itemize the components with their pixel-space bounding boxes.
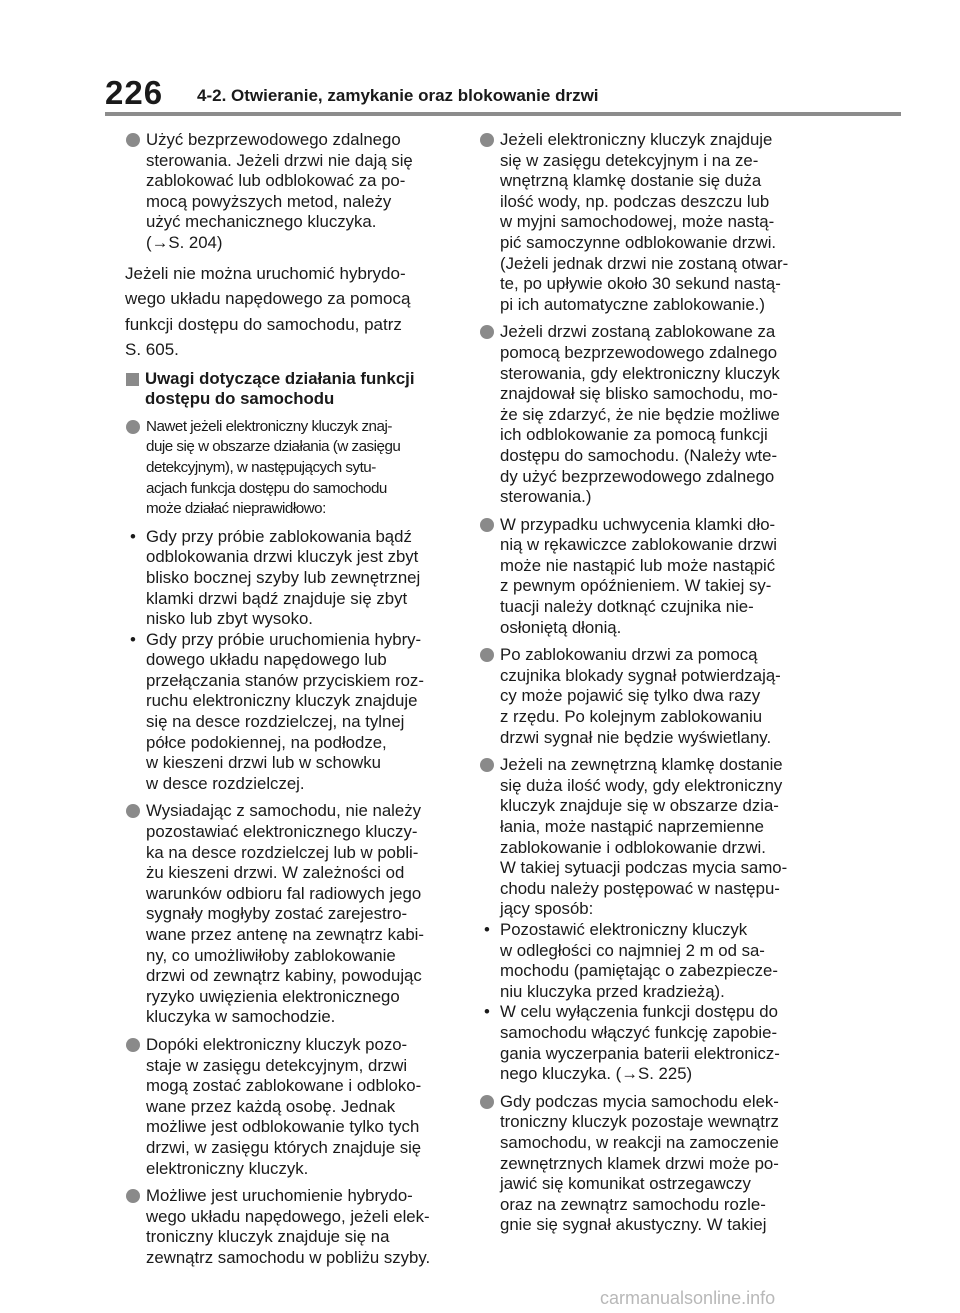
bullet-paragraph-remote-lock: Jeżeli drzwi zostaną zablokowane za pomocą bezprzewodowego zdalnego sterowania, gdy elektroniczny kluczyk znajdował się blisko samochodu, mo- że się zdarzyć, że nie będzie możliwe ich odblokowanie za pomocą funkcji dostępu do samochodu. (Należy wte- dy użyć bezprzewodowego zdalnego sterowania.) [479,322,819,507]
bullet-paragraph-confirmation-signal: Po zablokowaniu drzwi za pomocą czujnika blokady sygnał potwierdzają- cy może pojawić się tylko dwa razy z rzędu. Po kolejnym zablokowaniu drzwi sygnał nie będzie wyświetlany. [479,645,819,748]
watermark-text: carmanualsonline.info [600,1288,776,1308]
round-bullet-icon [480,518,494,532]
bullet-paragraph-gloved-hand: W przypadku uchwycenia klamki dło- nią w rękawiczce zablokowanie drzwi może nie nastąpić lub może nastąpić z pewnym opóźnieniem. W takiej sy- tuacji należy dotknąć czujnika nie- osłoniętą dłonią. [479,515,819,639]
dot-bullet-icon: • [484,1002,490,1022]
round-bullet-icon [126,133,140,147]
round-bullet-icon [126,420,140,434]
section-title: 4-2. Otwieranie, zamykanie oraz blokowanie drzwi [197,86,599,105]
dot-bullet-icon: • [484,919,490,939]
round-bullet-icon [480,325,494,339]
bullet-paragraph-car-wash: Jeżeli na zewnętrzną klamkę dostanie się duża ilość wody, gdy elektroniczny kluczyk znajduje się w obszarze dzia- łania, może nastąpić naprzemienne zablokowanie i odblokowanie drzwi. W takiej sytuacji podczas mycia samo- chodu należy postępować w następu- jący sposób: [479,755,819,920]
bullet-paragraph-malfunction: Nawet jeżeli elektroniczny kluczyk znaj- duje się w obszarze działania (w zasięgu detekcyjnym), w następujących sytu- acjach funkcja dostępu do samochodu może działać nieprawidłowo: [125,417,460,520]
bullet-paragraph-detection-range: Dopóki elektroniczny kluczyk pozo- staje w zasięgu detekcyjnym, drzwi mogą zostać zablokowane i odbloko- wane przez każdą osobę. Jednak możliwe jest odblokowanie tylko tych drzwi, w zasięgu których znajduje się elektroniczny kluczyk. [125,1035,460,1179]
bullet-list-car-wash-steps [479,920,819,1085]
bullet-list-conditions [125,527,460,795]
paragraph-hybrid-start: Jeżeli nie można uruchomić hybrydo- wego układu napędowego za pomocą funkcji dostępu do samochodu, patrz S. 605. [125,263,411,360]
dot-bullet-icon: • [130,526,136,546]
bullet-paragraph-leaving-key: Wysiadając z samochodu, nie należy pozostawiać elektronicznego kluczy- ka na desce rozdzielczej lub w pobli- żu kieszeni drzwi. W zależności od warunków odbioru fal radiowych jego sygnały mogłyby zostać zarejestro- wane przez antenę na zewnątrz kabi- ny, co umożliwiłoby zablokowanie drzwi od zewnątrz kabiny, powodując ryzyko uwięzienia elektronicznego kluczyka w samochodzie. [125,801,460,1028]
round-bullet-icon [480,648,494,662]
round-bullet-icon [480,133,494,147]
list-item: • Gdy przy próbie zablokowania bądź odblokowania drzwi kluczyk jest zbyt blisko bocznej szyby lub zewnętrznej klamki drzwi bądź znajduje się zbyt nisko lub zbyt wysoko. [130,526,421,629]
bullet-paragraph-key-inside-wash: Gdy podczas mycia samochodu elek- troniczny kluczyk pozostaje wewnątrz samochodu, w reakcji na zamoczenie zewnętrznych klamek drzwi może po- jawić się komunikat ostrzegawczy oraz na zewnątrz samochodu rozle- gnie się sygnał akustyczny. W takiej [479,1092,819,1236]
page-reference: (→S. 204) [146,232,223,252]
list-item: • Gdy przy próbie uruchomienia hybry- dowego układu napędowego lub przełączania stanów przyciskiem roz- ruchu elektroniczny kluczyk znajduje się na desce rozdzielczej, na tylnej półce podokiennej, na podłodze, w kieszeni drzwi lub w schowku w desce rozdzielczej. [130,629,424,793]
list-item: • Pozostawić elektroniczny kluczyk w odległości co najmniej 2 m od sa- mochodu (pamiętając o zabezpiecze- niu kluczyka przed kradzieżą). [484,919,778,1001]
round-bullet-icon [126,1038,140,1052]
round-bullet-icon [126,804,140,818]
bullet-paragraph-water-unlock: Jeżeli elektroniczny kluczyk znajduje się w zasięgu detekcyjnym i na ze- wnętrzną klamkę dostanie się duża ilość wody, np. podczas deszczu lub w myjni samochodowej, może nastą- pić samoczynne odblokowanie drzwi. (Jeżeli jednak drzwi nie zostaną otwar- te, po upływie około 30 sekund nastą- pi ich automatyczne zablokowanie.) [479,130,819,315]
page-header [0,0,960,120]
left-column [125,130,460,1276]
bullet-paragraph-key-remote: Użyć bezprzewodowego zdalnego sterowania. Jeżeli drzwi nie dają się zablokować lub odblokować za po- mocą powyższych metod, należy użyć mechanicznego kluczyka. (→S. 204) [125,130,460,254]
subheading-access-notes: Uwagi dotyczące działania funkcji dostępu do samochodu [125,369,460,410]
round-bullet-icon [126,1189,140,1203]
dot-bullet-icon: • [130,629,136,649]
header-rule [105,112,901,116]
round-bullet-icon [480,758,494,772]
bullet-paragraph-start-outside: Możliwe jest uruchomienie hybrydo- wego układu napędowego, jeżeli elek- troniczny kluczyk znajduje się na zewnątrz samochodu w pobliżu szyby. [125,1186,460,1268]
square-bullet-icon [126,373,139,386]
page-number: 226 [105,74,164,111]
round-bullet-icon [480,1095,494,1109]
right-column [479,130,819,1243]
list-item: • W celu wyłączenia funkcji dostępu do samochodu włączyć funkcję zapobie- gania wyczerpania baterii elektronicz- nego kluczyka. (→S. 225) [484,1002,780,1084]
